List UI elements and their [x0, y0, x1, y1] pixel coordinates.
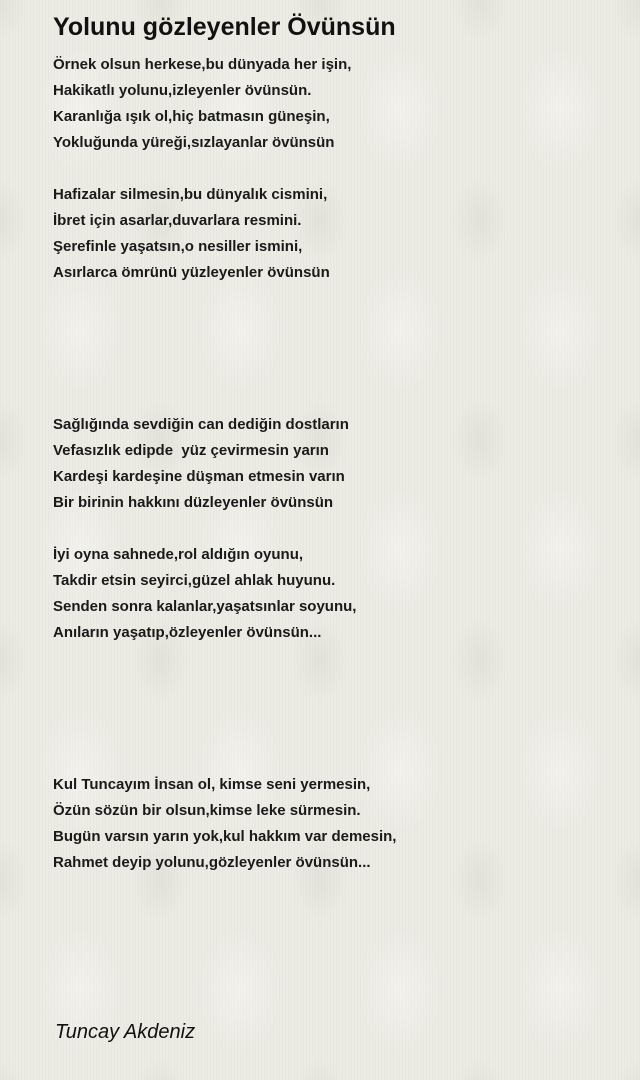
stanza-2	[53, 182, 330, 286]
poem-line: Şerefinle yaşatsın,o nesiller ismini,	[53, 238, 303, 255]
poem-line: Vefasızlık edipde yüz çevirmesin yarın	[53, 442, 329, 459]
poem-line: Rahmet deyip yolunu,gözleyenler övünsün...	[53, 854, 371, 871]
poem-line: Karanlığa ışık ol,hiç batmasın güneşin,	[53, 108, 330, 125]
poem-line: Bir birinin hakkını düzleyenler övünsün	[53, 494, 334, 511]
poem-line: İyi oyna sahnede,rol aldığın oyunu,	[53, 546, 304, 563]
stanza-1	[53, 52, 351, 156]
poem-title: Yolunu gözleyenler Övünsün	[53, 13, 396, 41]
poem-line: Özün sözün bir olsun,kimse leke sürmesin.	[53, 802, 361, 819]
poem-line: Takdir etsin seyirci,güzel ahlak huyunu.	[53, 572, 336, 589]
poem-line: Senden sonra kalanlar,yaşatsınlar soyunu,	[53, 598, 357, 615]
stanza-3	[53, 412, 349, 516]
poem-line: Hafizalar silmesin,bu dünyalık cismini,	[53, 186, 328, 203]
poem-line: Bugün varsın yarın yok,kul hakkım var demesin,	[53, 828, 397, 845]
poem-line: Kul Tuncayım İnsan ol, kimse seni yermesin,	[53, 776, 371, 793]
poem-author: Tuncay Akdeniz	[55, 1021, 196, 1043]
poem-line: Örnek olsun herkese,bu dünyada her işin,	[53, 56, 352, 73]
poem-line: Anıların yaşatıp,özleyenler övünsün...	[53, 624, 322, 641]
poem-line: Sağlığında sevdiğin can dediğin dostların	[53, 416, 349, 433]
poem-line: Asırlarca ömrünü yüzleyenler övünsün	[53, 264, 330, 281]
poem-line: Kardeşi kardeşine düşman etmesin varın	[53, 468, 345, 485]
poem-line: Hakikatlı yolunu,izleyenler övünsün.	[53, 82, 312, 99]
stanza-5	[53, 772, 396, 876]
stanza-4	[53, 542, 356, 646]
poem-line: İbret için asarlar,duvarlara resmini.	[53, 212, 302, 229]
poem-line: Yokluğunda yüreği,sızlayanlar övünsün	[53, 134, 335, 151]
